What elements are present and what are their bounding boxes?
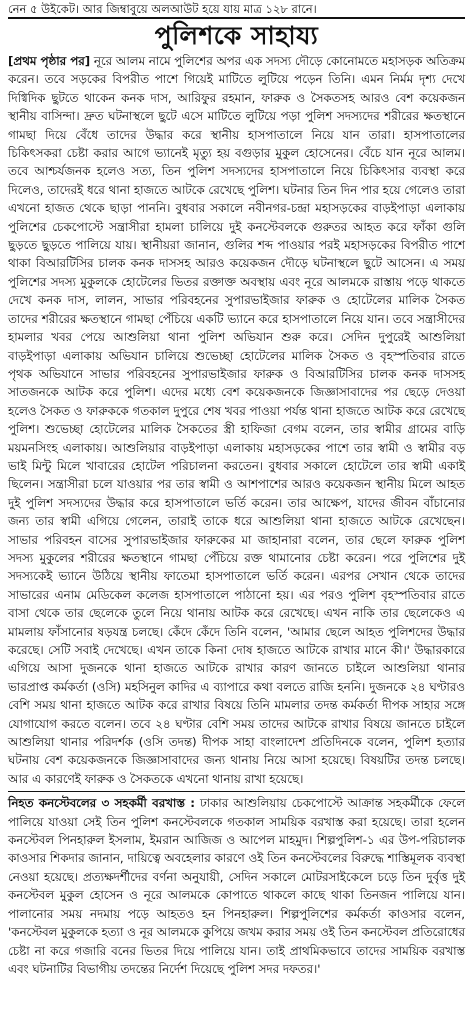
headline: পুলিশকে সাহায্য (154, 21, 319, 50)
article-body (8, 52, 465, 788)
previous-story-ending: নেন ৫ উইকেট। আর জিম্বাবুয়ে অলআউট হয়ে যায় মাত্র ১২৮ রানে। (8, 2, 317, 16)
second-section-text: ঢাকার আশুলিয়ায় চেকপোস্টে আক্রান্ত সহকর্মীকে ফেলে পালিয়ে যাওয়া সেই তিন পুলিশ কনস্টেবলকে গতকাল সাময়িক বরখাস্ত করা হয়েছে। তারা হলেন কনস্টেবল পিনহারুল ইসলাম, ইমরান আজিজ ও আপেল মাহমুদ। শিল্পপুলিশ-১ এর উপ-পরিচালক কাওসার শিকদার জানান, দায়িত্বে অবহেলার কারণে ওই তিন কনস্টেবলের বিরুদ্ধে শাস্তিমূলক ব্যবস্থা নেওয়া হয়েছে। প্রত্যক্ষদর্শীদের বর্ণনা অনুযায়ী, সেদিন সকালে মোটরসাইকেলে চড়ে তিন দুর্বৃত্ত দুই কনস্টেবল মুকুল হোসেন ও নূরে আলমকে কোপাতে থাকলে কাছে থাকা তিনজন পালিয়ে যান। পালানোর সময় নদমায় পড়ে আহতও হন পিনহারুল। শিল্পপুলিশের কর্মকর্তা কাওসার বলেন, 'কনস্টেবল মুকুলকে হত্যা ও নূর আলমকে কুপিয়ে জখম করার সময় ওই তিন কনস্টেবল প্রতিরোধের চেষ্টা না করে গজারি বনের ভিতর দিয়ে পালিয়ে যান। তাই প্রাথমিকভাবে তাদের সাময়িক বরখাস্ত এবং ঘটনাটির বিভাগীয় তদন্তের নির্দেশ দিয়েছে পুলিশ সদর দফতর।' (8, 796, 465, 976)
top-rule (8, 17, 465, 19)
subhead-lead: নিহত কনস্টেবলের ৩ সহকর্মী বরখাস্ত : (8, 796, 195, 811)
continuation-reference: [প্রথম পৃষ্ঠার পর] (8, 54, 91, 68)
article-text: নূরে আলম নামে পুলিশের অপর এক সদস্য দৌড়ে কোনোমতে মহাসড়ক অতিক্রম করেন। তবে সড়কের বিপরীত পাশে গিয়েই মাটিতে লুটিয়ে পড়েন তিনি। এমন নির্মম দৃশ্য দেখে দিগ্বিদিক ছুটতে থাকেন কনক দাস, আরিফুর রহমান, ফারুক ও সৈকতসহ আরও বেশ কয়েকজন স্থানীয় বাসিন্দা। দ্রুত ঘটনাস্থলে ছুটে এসে মাটিতে লুটিয়ে পড়া পুলিশ সদস্যদের শরীরের ক্ষতস্থানে গামছা দিয়ে বেঁধে তাদের উদ্ধার করে স্থানীয় হাসপাতালে নিয়ে যান তারা। হাসপাতালের চিকিৎসকরা চেষ্টা করার আগে ভ্যানেই মৃত্যু হয় বগুড়ার মুকুল হোসেনের। বেঁচে যান নূরে আলম। তবে আশ্চর্যজনক হলেও সত্য, তিন পুলিশ সদস্যদের হাসপাতালে নিয়ে চিকিৎসার ব্যবস্থা করে দিলেও, তাদেরই ধরে থানা হাজতে আটকে রেখেছে পুলিশ। ঘটনার তিন দিন পার হয়ে গেলেও তারা এখনো হাজত থেকে ছাড়া পাননি। বুধবার সকালে নবীনগর-চন্দ্রা মহাসড়কের বাড়ইপাড়া এলাকায় পুলিশের চেকপোস্টে সন্ত্রাসীরা হামলা চালিয়ে দুই কনস্টেবলকে গুরুতর আহত করে ফাঁকা গুলি ছুড়তে ছুড়তে পালিয়ে যায়। স্থানীয়রা জানান, গুলির শব্দ পাওয়ার পরই মহাসড়কের বিপরীত পাশে থাকা বিআরটিসির চালক কনক দাসসহ আরও কয়েকজন দৌড়ে ঘটনাস্থলে ছুটে আসেন। এ সময় পুলিশের সদস্য মুকুলকে হোটেলের ভিতর রক্তাক্ত অবস্থায় এবং নূরে আলমকে রাস্তায় পড়ে থাকতে দেখে কনক দাস, লালন, সাভার পরিবহনের সুপারভাইজার ফারুক ও হোটেলের মালিক সৈকত তাদের শরীরের ক্ষতস্থানে গামছা পেঁচিয়ে একটি ভ্যানে করে হাসপাতালে নিয়ে যান। তবে সন্ত্রাসীদের হামলার খবর পেয়ে আশুলিয়া থানা পুলিশ অভিযান শুরু করে। সেদিন দুপুরেই আশুলিয়া বাড়ইপাড়া এলাকায় অভিযান চালিয়ে শুভেচ্ছা হোটেলের মালিক সৈকত ও বৃহস্পতিবার রাতে পৃথক অভিযানে সাভার পরিবহনের সুপারভাইজার ফারুক ও বিআরটিসির চালক কনক দাসসহ সাতজনকে আটক করে পুলিশ। এদের মধ্যে বেশ কয়েকজনকে জিজ্ঞাসাবাদের পর ছেড়ে দেওয়া হলেও সৈকত ও ফারুককে গতকাল দুপুরে শেষ খবর পাওয়া পর্যন্ত থানা হাজতে আটক করে রেখেছে পুলিশ। শুভেচ্ছা হোটেলের মালিক সৈকতের স্ত্রী হাফিজা বেগম বলেন, তার স্বামীর গ্রামের বাড়ি ময়মনসিংহ এলাকায়। আশুলিয়ার বাড়ইপাড়া এলাকায় মহাসড়কের পাশে তার স্বামী ও স্বামীর বড় ভাই মিন্টু মিলে খাবারের হোটেল পরিচালনা করতেন। বুধবার সকালে হোটেলে তার স্বামী একাই ছিলেন। সন্ত্রাসীরা চলে যাওয়ার পর তার স্বামী ও আশপাশের আরও কয়েকজন স্থানীয় মিলে আহত দুই পুলিশ সদস্যদের উদ্ধার করে হাসপাতালে ভর্তি করেন। তার আক্ষেপ, যাদের জীবন বাঁচানোর জন্য তার স্বামী এগিয়ে গেলেন, তারাই তাকে ধরে আশুলিয়া থানা হাজতে আটকে রেখেছেন। সাভার পরিবহন বাসের সুপারভাইজার ফারুকের মা জাহানারা বলেন, তার ছেলে ফারুক পুলিশ সদস্য মুকুলের শরীরের ক্ষতস্থানে গামছা পেঁচিয়ে রক্ত থামানোর চেষ্টা করেন। পরে পুলিশের দুই সদস্যকেই ভ্যানে উঠিয়ে স্থানীয় ফাতেমা হাসপাতালে ভর্তি করেন। এরপর সেখান থেকে তাদের সাভারের এনাম মেডিকেল কলেজ হাসপাতালে পাঠানো হয়। এর পরও পুলিশ বৃহস্পতিবার রাতে বাসা থেকে তার ছেলেকে তুলে নিয়ে থানায় আটক করে রেখেছে। এখন নাকি তার ছেলেকেও এ মামলায় ফাঁসানোর ষড়যন্ত্র চলছে। কেঁদে কেঁদে তিনি বলেন, 'আমার ছেলে আহত পুলিশদের উদ্ধার করেছে। সেটি সবাই দেখেছে। এখন তাকে কিনা দোষ হাজতে আটকে রাখার মানে কী।' উদ্ধারকারে এগিয়ে আসা দুজনকে থানা হাজতে আটকে রাখার কারণ জানতে চাইলে আশুলিয়া থানার ভারপ্রাপ্ত কর্মকর্তা (ওসি) মহসিনুল কাদির এ ব্যাপারে কথা বলতে রাজি হননি। দুজনকে ২৪ ঘণ্টারও বেশি সময় থানা হাজতে আটক করে রাখার বিষয়ে তিনি মামলার তদন্ত কর্মকর্তা দীপক সাহার সঙ্গে যোগাযোগ করতে বলেন। তবে ২৪ ঘণ্টার বেশি সময় তাদের আটকে রাখার বিষয়ে জানতে চাইলে আশুলিয়া থানার পরিদর্শক (ওসি তদন্ত) দীপক সাহা বাংলাদেশ প্রতিদিনকে বলেন, পুলিশ হত্যার ঘটনায় বেশ কয়েকজনকে জিজ্ঞাসাবাদের জন্য থানায় নিয়ে আসা হয়েছে। বিষয়টির তদন্ত চলছে। আর এ কারণেই ফারুক ও সৈকতকে এখনো থানায় রাখা হয়েছে। (8, 54, 465, 786)
section-divider (8, 791, 465, 792)
second-section (8, 794, 465, 978)
